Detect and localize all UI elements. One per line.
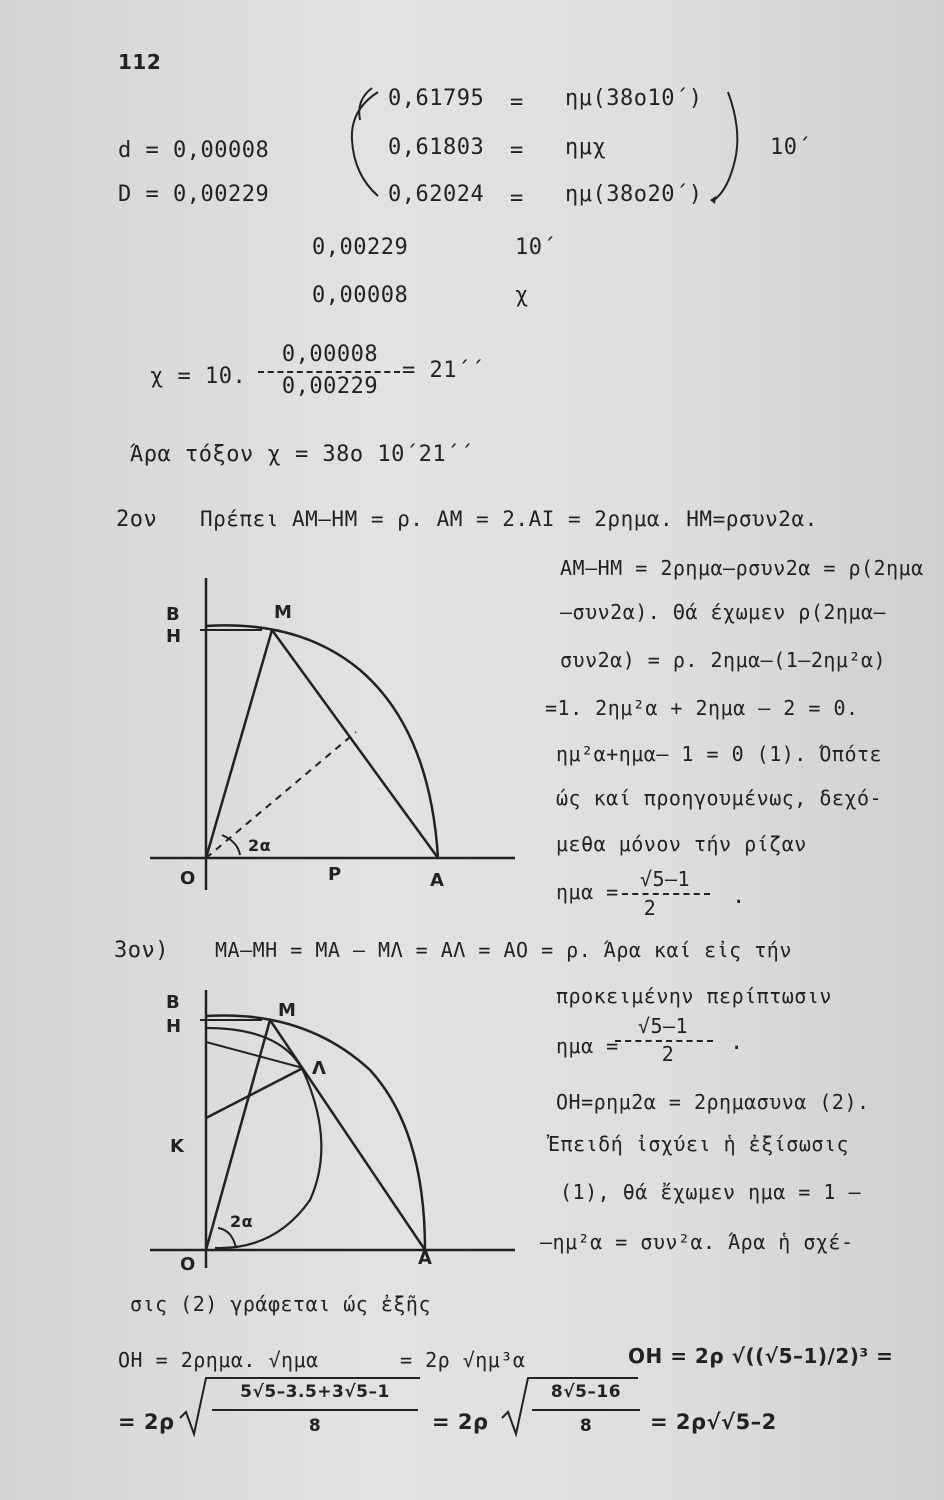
- final-line1: σις (2) γράφεται ώς ἐξῆς: [130, 1292, 431, 1316]
- final-eq2b: = 2ρ: [432, 1410, 489, 1434]
- section-2-line1: Πρέπει ΑΜ–ΗΜ = ρ. ΑΜ = 2.ΑΙ = 2ρημα. ΗΜ=ρσυν2α.: [200, 507, 818, 531]
- interp-row-3-value: 0,62024: [388, 182, 485, 207]
- diff2-value: 0,00008: [312, 283, 409, 308]
- final-eq2b-den: 8: [579, 1416, 593, 1436]
- section-3-r2-den: 2: [661, 1042, 675, 1066]
- diff2-unit: χ: [515, 283, 529, 308]
- fig2-label-B: B: [166, 992, 181, 1013]
- d-value: d = 0,00008: [118, 138, 270, 163]
- final-eq1a: ΟΗ = 2ρημα. √ημα: [118, 1348, 319, 1372]
- section-2-r5: ημ²α+ημα– 1 = 0 (1). Όπότε: [556, 742, 883, 766]
- D-value: D = 0,00229: [118, 182, 270, 207]
- interp-row-2-value: 0,61803: [388, 135, 485, 160]
- section-2-r8-lhs: ημα =: [556, 880, 619, 904]
- fig2-label-K: K: [170, 1136, 185, 1157]
- interp-row-1-value: 0,61795: [388, 86, 485, 111]
- section-3-r1: προκειμένην περίπτωσιν: [556, 984, 832, 1008]
- section-3-line1: ΜΑ–ΜΗ = ΜΑ – ΜΛ = ΑΛ = ΑΟ = ρ. Άρα καί εἰς τήν: [215, 938, 792, 962]
- fig1-label-H: H: [166, 626, 182, 647]
- section-3-r2-num: √5–1: [637, 1014, 689, 1038]
- interp-row-3-fn: ημ(38ο20΄): [565, 182, 703, 207]
- arc-result: Άρα τόξον χ = 38ο 10΄21΄΄: [130, 442, 474, 467]
- section-3-r6: –ημ²α = συν²α. Άρα ἡ σχέ-: [540, 1230, 854, 1254]
- section-2-r6: ώς καί προηγουμένως, δεχό-: [556, 786, 883, 810]
- fig1-label-P: P: [328, 864, 342, 885]
- x-denominator: 0,00229: [281, 374, 379, 399]
- interp-row-1-fn: ημ(38ο10΄): [565, 86, 703, 111]
- section-2-label: 2ον: [116, 507, 158, 532]
- section-3-r5: (1), θά ἔχωμεν ημα = 1 –: [560, 1180, 861, 1204]
- fig1-label-B: B: [166, 604, 181, 625]
- x-numerator: 0,00008: [281, 342, 379, 367]
- final-eq2c: = 2ρ√√5–2: [650, 1410, 777, 1434]
- fig1-label-M: M: [274, 602, 293, 623]
- fig1-label-O: O: [180, 868, 196, 889]
- final-eq2a: = 2ρ: [118, 1410, 175, 1434]
- final-eq2a-den: 8: [308, 1416, 322, 1436]
- final-eq1b: = 2ρ √ημ³α: [400, 1348, 526, 1372]
- section-3-r2-lhs: ημα =: [556, 1034, 619, 1058]
- section-2-r4: =1. 2ημ²α + 2ημα – 2 = 0.: [545, 696, 859, 720]
- interp-row-2-fn: ημχ: [565, 135, 607, 160]
- section-2-r8-den: 2: [643, 896, 657, 920]
- section-2-r8-dot: .: [732, 884, 746, 909]
- x-rhs: = 21΄΄: [402, 358, 485, 383]
- interp-row-3-eq: =: [510, 186, 524, 211]
- page-number: 112: [118, 50, 162, 74]
- final-eq2b-num: 8√5–16: [550, 1382, 622, 1402]
- interp-row-1-eq: =: [510, 90, 524, 115]
- fig2-angle-label: 2α: [230, 1212, 254, 1231]
- fig2-label-H: H: [166, 1016, 182, 1037]
- fig2-label-Lambda: Λ: [312, 1058, 327, 1079]
- section-3-r3: ΟΗ=ρημ2α = 2ρημασυνα (2).: [556, 1090, 870, 1114]
- diff1-unit: 10΄: [515, 235, 557, 260]
- section-2-r3: συν2α) = ρ. 2ημα–(1–2ημ²α): [560, 648, 887, 672]
- section-3-r4: Ἐπειδή ἰσχύει ἡ ἐξίσωσις: [548, 1132, 849, 1156]
- section-2-r1: ΑΜ–ΗΜ = 2ρημα–ρσυν2α = ρ(2ημα: [560, 556, 924, 580]
- fig1-label-A: A: [430, 870, 445, 891]
- final-eq2a-num: 5√5–3.5+3√5–1: [240, 1382, 390, 1402]
- section-3-label: 3ον): [114, 938, 169, 963]
- section-3-r2-dot: .: [730, 1030, 744, 1055]
- section-2-r2: –συν2α). Θά έχωμεν ρ(2ημα–: [560, 600, 887, 624]
- fig1-angle-label: 2α: [248, 836, 272, 855]
- fig2-label-O: O: [180, 1254, 196, 1275]
- section-2-r8-num: √5–1: [639, 867, 691, 891]
- section-2-r7: μεθα μόνον τήν ρίζαν: [556, 832, 807, 856]
- interp-row-2-eq: =: [510, 138, 524, 163]
- fig2-label-A: A: [418, 1248, 433, 1269]
- x-lhs: χ = 10.: [150, 364, 247, 389]
- fig2-label-M: M: [278, 1000, 297, 1021]
- final-eq1c: ΟΗ = 2ρ √((√5–1)/2)³ =: [628, 1344, 894, 1368]
- bracket-label: 10΄: [770, 135, 812, 160]
- diff1-value: 0,00229: [312, 235, 409, 260]
